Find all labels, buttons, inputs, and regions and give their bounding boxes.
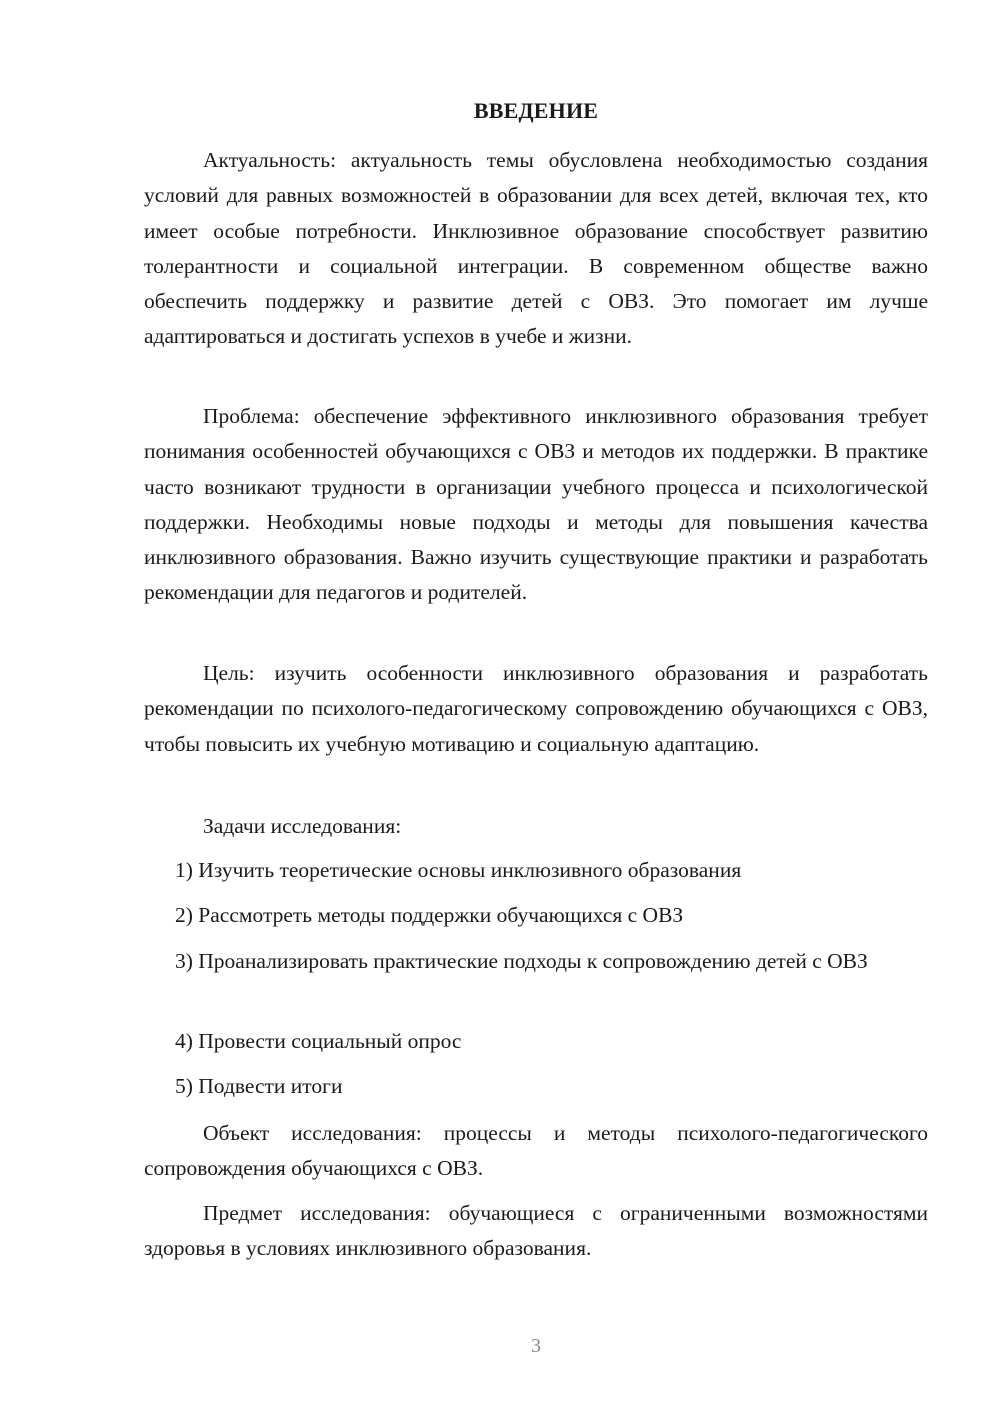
task-item-2: 2) Рассмотреть методы поддержки обучающихся с ОВЗ [175, 903, 684, 927]
paragraph-subject: Предмет исследования: обучающиеся с ограниченными возможностями здоровья в условиях инклюзивного образования. [144, 1201, 928, 1261]
task-item-4: 4) Провести социальный опрос [175, 1029, 462, 1053]
page-title: ВВЕДЕНИЕ [473, 98, 599, 123]
tasks-title: Задачи исследования: [203, 814, 402, 838]
paragraph-object: Объект исследования: процессы и методы психолого-педагогического сопровождения обучающихся с ОВЗ. [144, 1121, 928, 1181]
paragraph-relevance: Актуальность: актуальность темы обусловлена необходимостью создания условий для равных возможностей в образовании для всех детей, включая тех, кто имеет особые потребности. Инклюзивное образование способствует развитию толерантности и социальной интеграции. В современном обществе важно обеспечить поддержку и развитие детей с ОВЗ. Это помогает им лучше адаптироваться и достигать успехов в учебе и жизни. [144, 148, 928, 349]
task-item-1: 1) Изучить теоретические основы инклюзивного образования [175, 858, 742, 882]
task-item-3: 3) Проанализировать практические подходы к сопровождению детей с ОВЗ [175, 949, 868, 973]
task-item-5: 5) Подвести итоги [175, 1074, 343, 1098]
paragraph-goal: Цель: изучить особенности инклюзивного образования и разработать рекомендации по психолого-педагогическому сопровождению обучающихся с ОВЗ, чтобы повысить их учебную мотивацию и социальную адаптацию. [144, 661, 928, 756]
paragraph-problem: Проблема: обеспечение эффективного инклюзивного образования требует понимания особенностей обучающихся с ОВЗ и методов их поддержки. В практике часто возникают трудности в организации учебного процесса и психологической поддержки. Необходимы новые подходы и методы для повышения качества инклюзивного образования. Важно изучить существующие практики и разработать рекомендации для педагогов и родителей. [144, 404, 928, 605]
page-number: 3 [531, 1335, 541, 1357]
